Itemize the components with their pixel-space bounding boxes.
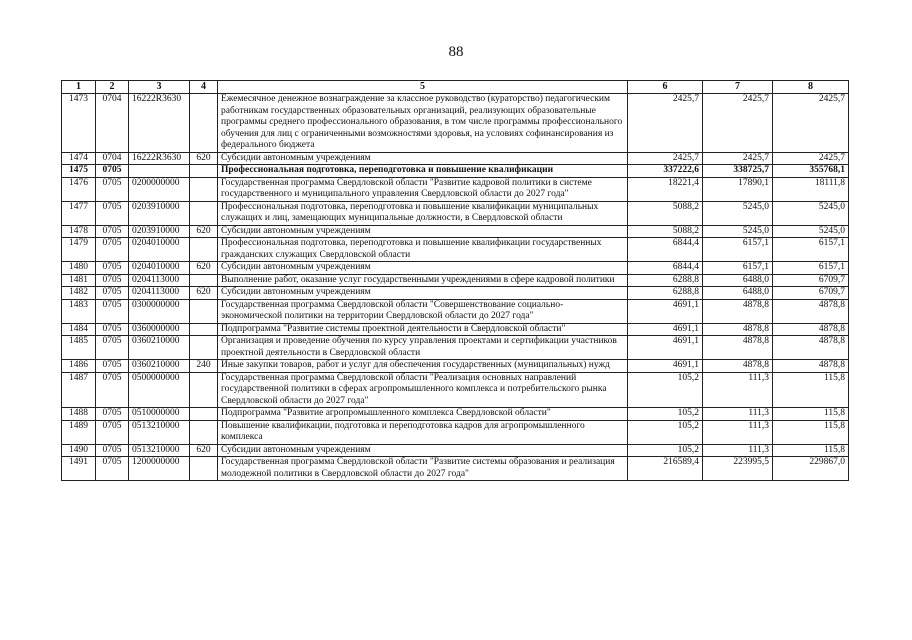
table-row: [62, 457, 849, 481]
expense-type-cell: [190, 177, 218, 201]
amount-col7-cell: 111,3: [703, 372, 773, 408]
item-name-cell: Государственная программа Свердловской области "Совершенствование социально-экономической политики на территории Свердловской области до 2027 года": [218, 299, 628, 323]
amount-col7-cell: 111,3: [703, 420, 773, 444]
row-number-cell: 1490: [62, 444, 96, 457]
row-number-cell: 1484: [62, 323, 96, 336]
amount-col7-cell: 6157,1: [703, 238, 773, 262]
expense-type-cell: 240: [190, 360, 218, 373]
expense-type-cell: [190, 165, 218, 178]
header-cell: 1: [62, 81, 96, 94]
amount-col7-cell: 4878,8: [703, 323, 773, 336]
amount-col8-cell: 4878,8: [773, 323, 849, 336]
row-number-cell: 1477: [62, 201, 96, 225]
table-row: [62, 225, 849, 238]
row-number-cell: 1475: [62, 165, 96, 178]
section-code-cell: 0705: [96, 165, 129, 178]
amount-col8-cell: 115,8: [773, 408, 849, 421]
expense-type-cell: [190, 336, 218, 360]
target-article-cell: 0360210000: [129, 336, 190, 360]
amount-col6-cell: 4691,1: [628, 299, 703, 323]
expense-type-cell: [190, 408, 218, 421]
item-name-cell: Государственная программа Свердловской области "Развитие кадровой политики в системе государственного и муниципального управления Свердловской области до 2027 года": [218, 177, 628, 201]
target-article-cell: 0510000000: [129, 408, 190, 421]
amount-col7-cell: 111,3: [703, 408, 773, 421]
amount-col6-cell: 6844,4: [628, 238, 703, 262]
target-article-cell: [129, 165, 190, 178]
amount-col8-cell: 6709,7: [773, 287, 849, 300]
row-number-cell: 1483: [62, 299, 96, 323]
amount-col8-cell: 5245,0: [773, 201, 849, 225]
amount-col7-cell: 223995,5: [703, 457, 773, 481]
target-article-cell: 0203910000: [129, 225, 190, 238]
target-article-cell: 0500000000: [129, 372, 190, 408]
expense-type-cell: [190, 420, 218, 444]
table-row: [62, 444, 849, 457]
item-name-cell: Субсидии автономным учреждениям: [218, 287, 628, 300]
amount-col7-cell: 111,3: [703, 444, 773, 457]
header-cell: 7: [703, 81, 773, 94]
header-cell: 2: [96, 81, 129, 94]
amount-col8-cell: 229867,0: [773, 457, 849, 481]
header-cell: 4: [190, 81, 218, 94]
budget-table: [61, 80, 849, 481]
row-number-cell: 1479: [62, 238, 96, 262]
section-code-cell: 0705: [96, 238, 129, 262]
target-article-cell: 0513210000: [129, 444, 190, 457]
row-number-cell: 1473: [62, 94, 96, 153]
section-code-cell: 0705: [96, 299, 129, 323]
expense-type-cell: 620: [190, 225, 218, 238]
target-article-cell: 16222R3630: [129, 152, 190, 165]
expense-type-cell: [190, 94, 218, 153]
expense-type-cell: [190, 372, 218, 408]
expense-type-cell: 620: [190, 444, 218, 457]
section-code-cell: 0705: [96, 360, 129, 373]
expense-type-cell: 620: [190, 287, 218, 300]
row-number-cell: 1476: [62, 177, 96, 201]
table-row: [62, 177, 849, 201]
header-cell: 6: [628, 81, 703, 94]
amount-col6-cell: 105,2: [628, 420, 703, 444]
amount-col7-cell: 2425,7: [703, 152, 773, 165]
amount-col6-cell: 216589,4: [628, 457, 703, 481]
item-name-cell: Субсидии автономным учреждениям: [218, 152, 628, 165]
expense-type-cell: 620: [190, 152, 218, 165]
table-row: [62, 274, 849, 287]
row-number-cell: 1478: [62, 225, 96, 238]
item-name-cell: Иные закупки товаров, работ и услуг для обеспечения государственных (муниципальных) нужд: [218, 360, 628, 373]
amount-col8-cell: 115,8: [773, 372, 849, 408]
item-name-cell: Повышение квалификации, подготовка и переподготовка кадров для агропромышленного комплекса: [218, 420, 628, 444]
table-row: [62, 94, 849, 153]
item-name-cell: Профессиональная подготовка, переподготовка и повышение квалификации муниципальных служащих и лиц, замещающих муниципальные должности, в Свердловской области: [218, 201, 628, 225]
table-row: [62, 165, 849, 178]
item-name-cell: Подпрограмма "Развитие агропромышленного комплекса Свердловской области": [218, 408, 628, 421]
amount-col6-cell: 4691,1: [628, 360, 703, 373]
amount-col8-cell: 6157,1: [773, 262, 849, 275]
item-name-cell: Организация и проведение обучения по курсу управления проектами и сертификации участников проектной деятельности в Свердловской области: [218, 336, 628, 360]
target-article-cell: 0204113000: [129, 274, 190, 287]
row-number-cell: 1482: [62, 287, 96, 300]
amount-col6-cell: 105,2: [628, 408, 703, 421]
amount-col8-cell: 5245,0: [773, 225, 849, 238]
section-code-cell: 0705: [96, 262, 129, 275]
section-code-cell: 0705: [96, 274, 129, 287]
amount-col8-cell: 115,8: [773, 444, 849, 457]
amount-col6-cell: 337222,6: [628, 165, 703, 178]
amount-col7-cell: 6488,0: [703, 287, 773, 300]
section-code-cell: 0705: [96, 323, 129, 336]
item-name-cell: Государственная программа Свердловской области "Развитие системы образования и реализация молодежной политики в Свердловской области до 2027 года": [218, 457, 628, 481]
section-code-cell: 0704: [96, 94, 129, 153]
expense-type-cell: [190, 299, 218, 323]
amount-col8-cell: 4878,8: [773, 299, 849, 323]
amount-col6-cell: 2425,7: [628, 94, 703, 153]
amount-col6-cell: 4691,1: [628, 336, 703, 360]
expense-type-cell: [190, 201, 218, 225]
section-code-cell: 0704: [96, 152, 129, 165]
target-article-cell: 0204010000: [129, 238, 190, 262]
target-article-cell: 0360210000: [129, 360, 190, 373]
section-code-cell: 0705: [96, 420, 129, 444]
table-header-row: [62, 81, 849, 94]
table-row: [62, 420, 849, 444]
amount-col6-cell: 2425,7: [628, 152, 703, 165]
section-code-cell: 0705: [96, 372, 129, 408]
section-code-cell: 0705: [96, 444, 129, 457]
header-cell: 3: [129, 81, 190, 94]
row-number-cell: 1488: [62, 408, 96, 421]
amount-col7-cell: 17890,1: [703, 177, 773, 201]
expense-type-cell: [190, 457, 218, 481]
row-number-cell: 1489: [62, 420, 96, 444]
amount-col6-cell: 5088,2: [628, 201, 703, 225]
item-name-cell: Подпрограмма "Развитие системы проектной деятельности в Свердловской области": [218, 323, 628, 336]
amount-col7-cell: 5245,0: [703, 201, 773, 225]
section-code-cell: 0705: [96, 287, 129, 300]
expense-type-cell: 620: [190, 262, 218, 275]
row-number-cell: 1491: [62, 457, 96, 481]
amount-col6-cell: 105,2: [628, 444, 703, 457]
amount-col6-cell: 105,2: [628, 372, 703, 408]
expense-type-cell: [190, 323, 218, 336]
item-name-cell: Субсидии автономным учреждениям: [218, 444, 628, 457]
section-code-cell: 0705: [96, 457, 129, 481]
amount-col8-cell: 6157,1: [773, 238, 849, 262]
row-number-cell: 1485: [62, 336, 96, 360]
amount-col8-cell: 115,8: [773, 420, 849, 444]
section-code-cell: 0705: [96, 336, 129, 360]
item-name-cell: Профессиональная подготовка, переподготовка и повышение квалификации: [218, 165, 628, 178]
amount-col8-cell: 2425,7: [773, 94, 849, 153]
table-row: [62, 238, 849, 262]
table-row: [62, 201, 849, 225]
section-code-cell: 0705: [96, 408, 129, 421]
amount-col6-cell: 18221,4: [628, 177, 703, 201]
section-code-cell: 0705: [96, 177, 129, 201]
item-name-cell: Государственная программа Свердловской области "Реализация основных направлений государственной политики в сферах агропромышленного комплекса и потребительского рынка Свердловской области до 2027 года": [218, 372, 628, 408]
item-name-cell: Ежемесячное денежное вознаграждение за классное руководство (кураторство) педагогическим работникам государственных образовательных организаций, реализующих образовательные программы среднего профессионального образования, в том числе программы профессионального обучения для лиц с ограниченными возможностями здоровья, на условиях софинансирования из федерального бюджета: [218, 94, 628, 153]
target-article-cell: 0204010000: [129, 262, 190, 275]
amount-col7-cell: 4878,8: [703, 336, 773, 360]
amount-col7-cell: 6157,1: [703, 262, 773, 275]
page-number: 88: [448, 44, 464, 60]
amount-col7-cell: 5245,0: [703, 225, 773, 238]
table-body: [62, 94, 849, 481]
target-article-cell: 0300000000: [129, 299, 190, 323]
amount-col7-cell: 2425,7: [703, 94, 773, 153]
table-row: [62, 360, 849, 373]
row-number-cell: 1474: [62, 152, 96, 165]
section-code-cell: 0705: [96, 225, 129, 238]
target-article-cell: 0200000000: [129, 177, 190, 201]
row-number-cell: 1480: [62, 262, 96, 275]
table-row: [62, 299, 849, 323]
expense-type-cell: [190, 274, 218, 287]
amount-col8-cell: 355768,1: [773, 165, 849, 178]
item-name-cell: Субсидии автономным учреждениям: [218, 225, 628, 238]
section-code-cell: 0705: [96, 201, 129, 225]
item-name-cell: Профессиональная подготовка, переподготовка и повышение квалификации государственных гражданских служащих Свердловской области: [218, 238, 628, 262]
target-article-cell: 0203910000: [129, 201, 190, 225]
amount-col6-cell: 6288,8: [628, 287, 703, 300]
amount-col8-cell: 18111,8: [773, 177, 849, 201]
table-row: [62, 323, 849, 336]
amount-col7-cell: 338725,7: [703, 165, 773, 178]
table-row: [62, 152, 849, 165]
item-name-cell: Выполнение работ, оказание услуг государственными учреждениями в сфере кадровой политики: [218, 274, 628, 287]
amount-col6-cell: 5088,2: [628, 225, 703, 238]
table-row: [62, 262, 849, 275]
header-cell: 5: [218, 81, 628, 94]
expense-type-cell: [190, 238, 218, 262]
table-row: [62, 336, 849, 360]
target-article-cell: 0204113000: [129, 287, 190, 300]
row-number-cell: 1486: [62, 360, 96, 373]
amount-col8-cell: 2425,7: [773, 152, 849, 165]
table-row: [62, 408, 849, 421]
target-article-cell: 1200000000: [129, 457, 190, 481]
amount-col7-cell: 4878,8: [703, 299, 773, 323]
amount-col6-cell: 6844,4: [628, 262, 703, 275]
amount-col6-cell: 4691,1: [628, 323, 703, 336]
amount-col8-cell: 6709,7: [773, 274, 849, 287]
target-article-cell: 0513210000: [129, 420, 190, 444]
row-number-cell: 1487: [62, 372, 96, 408]
table-row: [62, 372, 849, 408]
amount-col8-cell: 4878,8: [773, 336, 849, 360]
target-article-cell: 0360000000: [129, 323, 190, 336]
header-cell: 8: [773, 81, 849, 94]
amount-col6-cell: 6288,8: [628, 274, 703, 287]
row-number-cell: 1481: [62, 274, 96, 287]
target-article-cell: 16222R3630: [129, 94, 190, 153]
table-row: [62, 287, 849, 300]
amount-col7-cell: 4878,8: [703, 360, 773, 373]
item-name-cell: Субсидии автономным учреждениям: [218, 262, 628, 275]
amount-col7-cell: 6488,0: [703, 274, 773, 287]
amount-col8-cell: 4878,8: [773, 360, 849, 373]
